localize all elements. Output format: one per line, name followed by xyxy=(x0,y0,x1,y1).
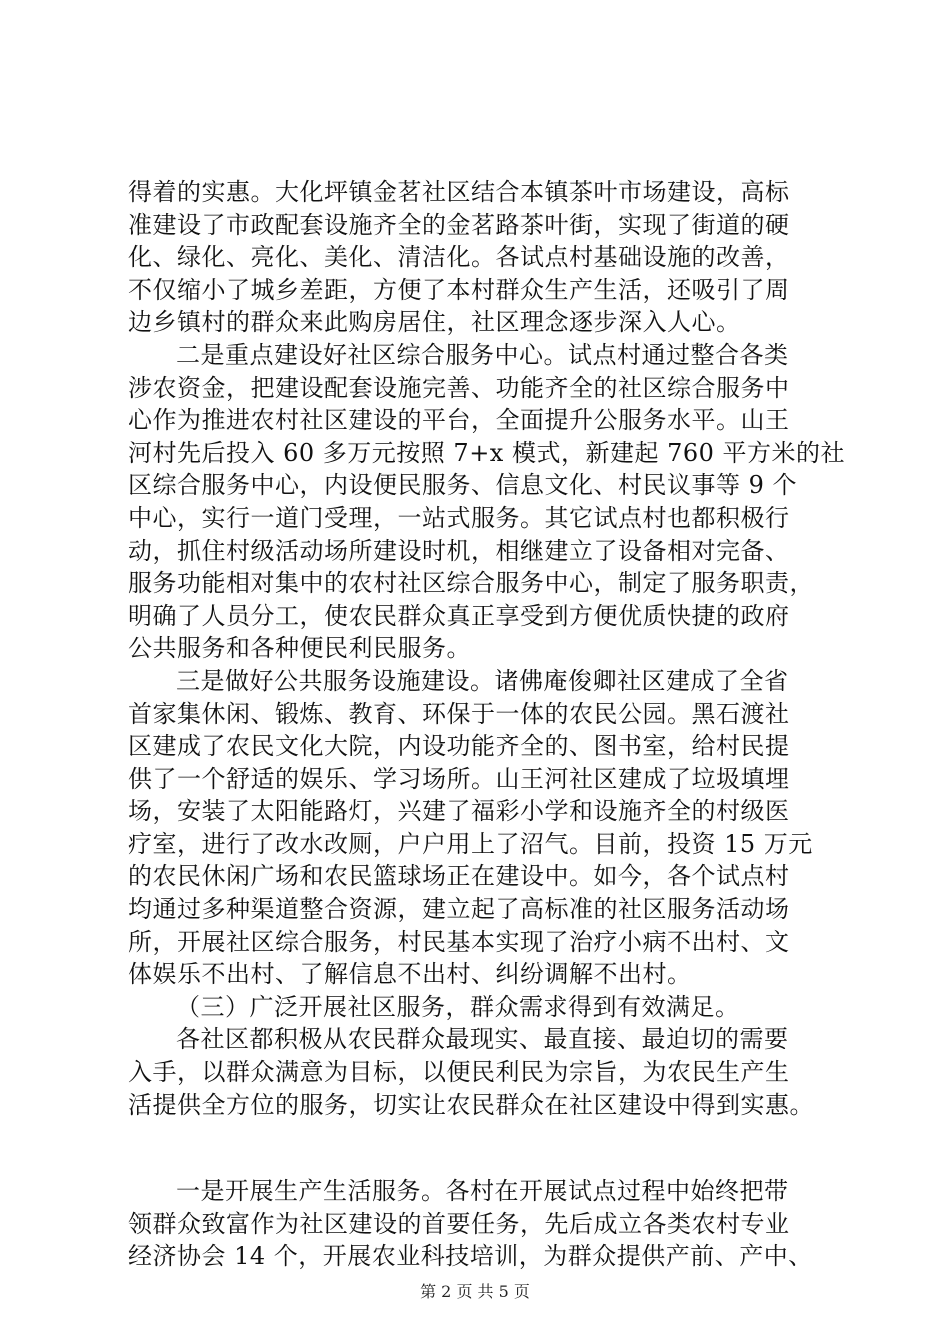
text-line: 领群众致富作为社区建设的首要任务，先后成立各类农村专业 xyxy=(128,1209,790,1238)
text-line: 边乡镇村的群众来此购房居住，社区理念逐步深入人心。 xyxy=(128,308,741,337)
text-line: 化、绿化、亮化、美化、清洁化。各试点村基础设施的改善， xyxy=(128,243,790,272)
paragraph-start-line: 三是做好公共服务设施建设。诸佛庵俊卿社区建成了全省 xyxy=(176,666,789,695)
paragraph-start-line: 一是开展生产生活服务。各村在开展试点过程中始终把带 xyxy=(176,1177,789,1206)
paragraph-start-line: 二是重点建设好社区综合服务中心。试点村通过整合各类 xyxy=(176,340,789,369)
text-line: 心作为推进农村社区建设的平台，全面提升公服务水平。山王 xyxy=(128,406,790,435)
text-line: 不仅缩小了城乡差距，方便了本村群众生产生活，还吸引了周 xyxy=(128,275,790,304)
text-line: 供了一个舒适的娱乐、学习场所。山王河社区建成了垃圾填埋 xyxy=(128,764,790,793)
text-line: 入手，以群众满意为目标，以便民利民为宗旨，为农民生产生 xyxy=(128,1058,790,1087)
text-line: 首家集休闲、锻炼、教育、环保于一体的农民公园。黑石渡社 xyxy=(128,699,790,728)
text-line: 服务功能相对集中的农村社区综合服务中心，制定了服务职责， xyxy=(128,569,814,598)
text-line: 疗室，进行了改水改厕，户户用上了沼气。目前，投资 15 万元 xyxy=(128,829,813,858)
text-line: 准建设了市政配套设施齐全的金茗路茶叶街，实现了街道的硬 xyxy=(128,210,790,239)
section-heading: （三）广泛开展社区服务，群众需求得到有效满足。 xyxy=(176,992,740,1021)
text-line: 的农民休闲广场和农民篮球场正在建设中。如今，各个试点村 xyxy=(128,862,790,891)
text-line: 区综合服务中心，内设便民服务、信息文化、村民议事等 9 个 xyxy=(128,471,798,500)
text-line: 均通过多种渠道整合资源，建立起了高标准的社区服务活动场 xyxy=(128,895,790,924)
text-line: 河村先后投入 60 多万元按照 7+x 模式，新建起 760 平方米的社 xyxy=(128,438,846,467)
text-line: 经济协会 14 个，开展农业科技培训，为群众提供产前、产中、 xyxy=(128,1242,813,1271)
text-line: 所，开展社区综合服务，村民基本实现了治疗小病不出村、文 xyxy=(128,927,790,956)
text-line: 动，抓住村级活动场所建设时机，相继建立了设备相对完备、 xyxy=(128,536,790,565)
text-line: 得着的实惠。大化坪镇金茗社区结合本镇茶叶市场建设，高标 xyxy=(128,178,790,206)
text-line: 场，安装了太阳能路灯，兴建了福彩小学和设施齐全的村级医 xyxy=(128,797,790,826)
paragraph-gap xyxy=(128,1121,828,1175)
text-line: 中心，实行一道门受理，一站式服务。其它试点村也都积极行 xyxy=(128,503,790,532)
text-line: 涉农资金，把建设配套设施完善、功能齐全的社区综合服务中 xyxy=(128,373,790,402)
text-line: 公共服务和各种便民利民服务。 xyxy=(128,634,471,663)
text-line: 区建成了农民文化大院，内设功能齐全的、图书室，给村民提 xyxy=(128,732,790,761)
page-number-footer: 第 2 页 共 5 页 xyxy=(420,1282,530,1301)
text-line: 体娱乐不出村、了解信息不出村、纠纷调解不出村。 xyxy=(128,960,692,989)
text-line: 活提供全方位的服务，切实让农民群众在社区建设中得到实惠。 xyxy=(128,1090,814,1119)
document-body xyxy=(128,176,846,1273)
paragraph-start-line: 各社区都积极从农民群众最现实、最直接、最迫切的需要 xyxy=(176,1025,789,1054)
text-line: 明确了人员分工，使农民群众真正享受到方便优质快捷的政府 xyxy=(128,601,790,630)
